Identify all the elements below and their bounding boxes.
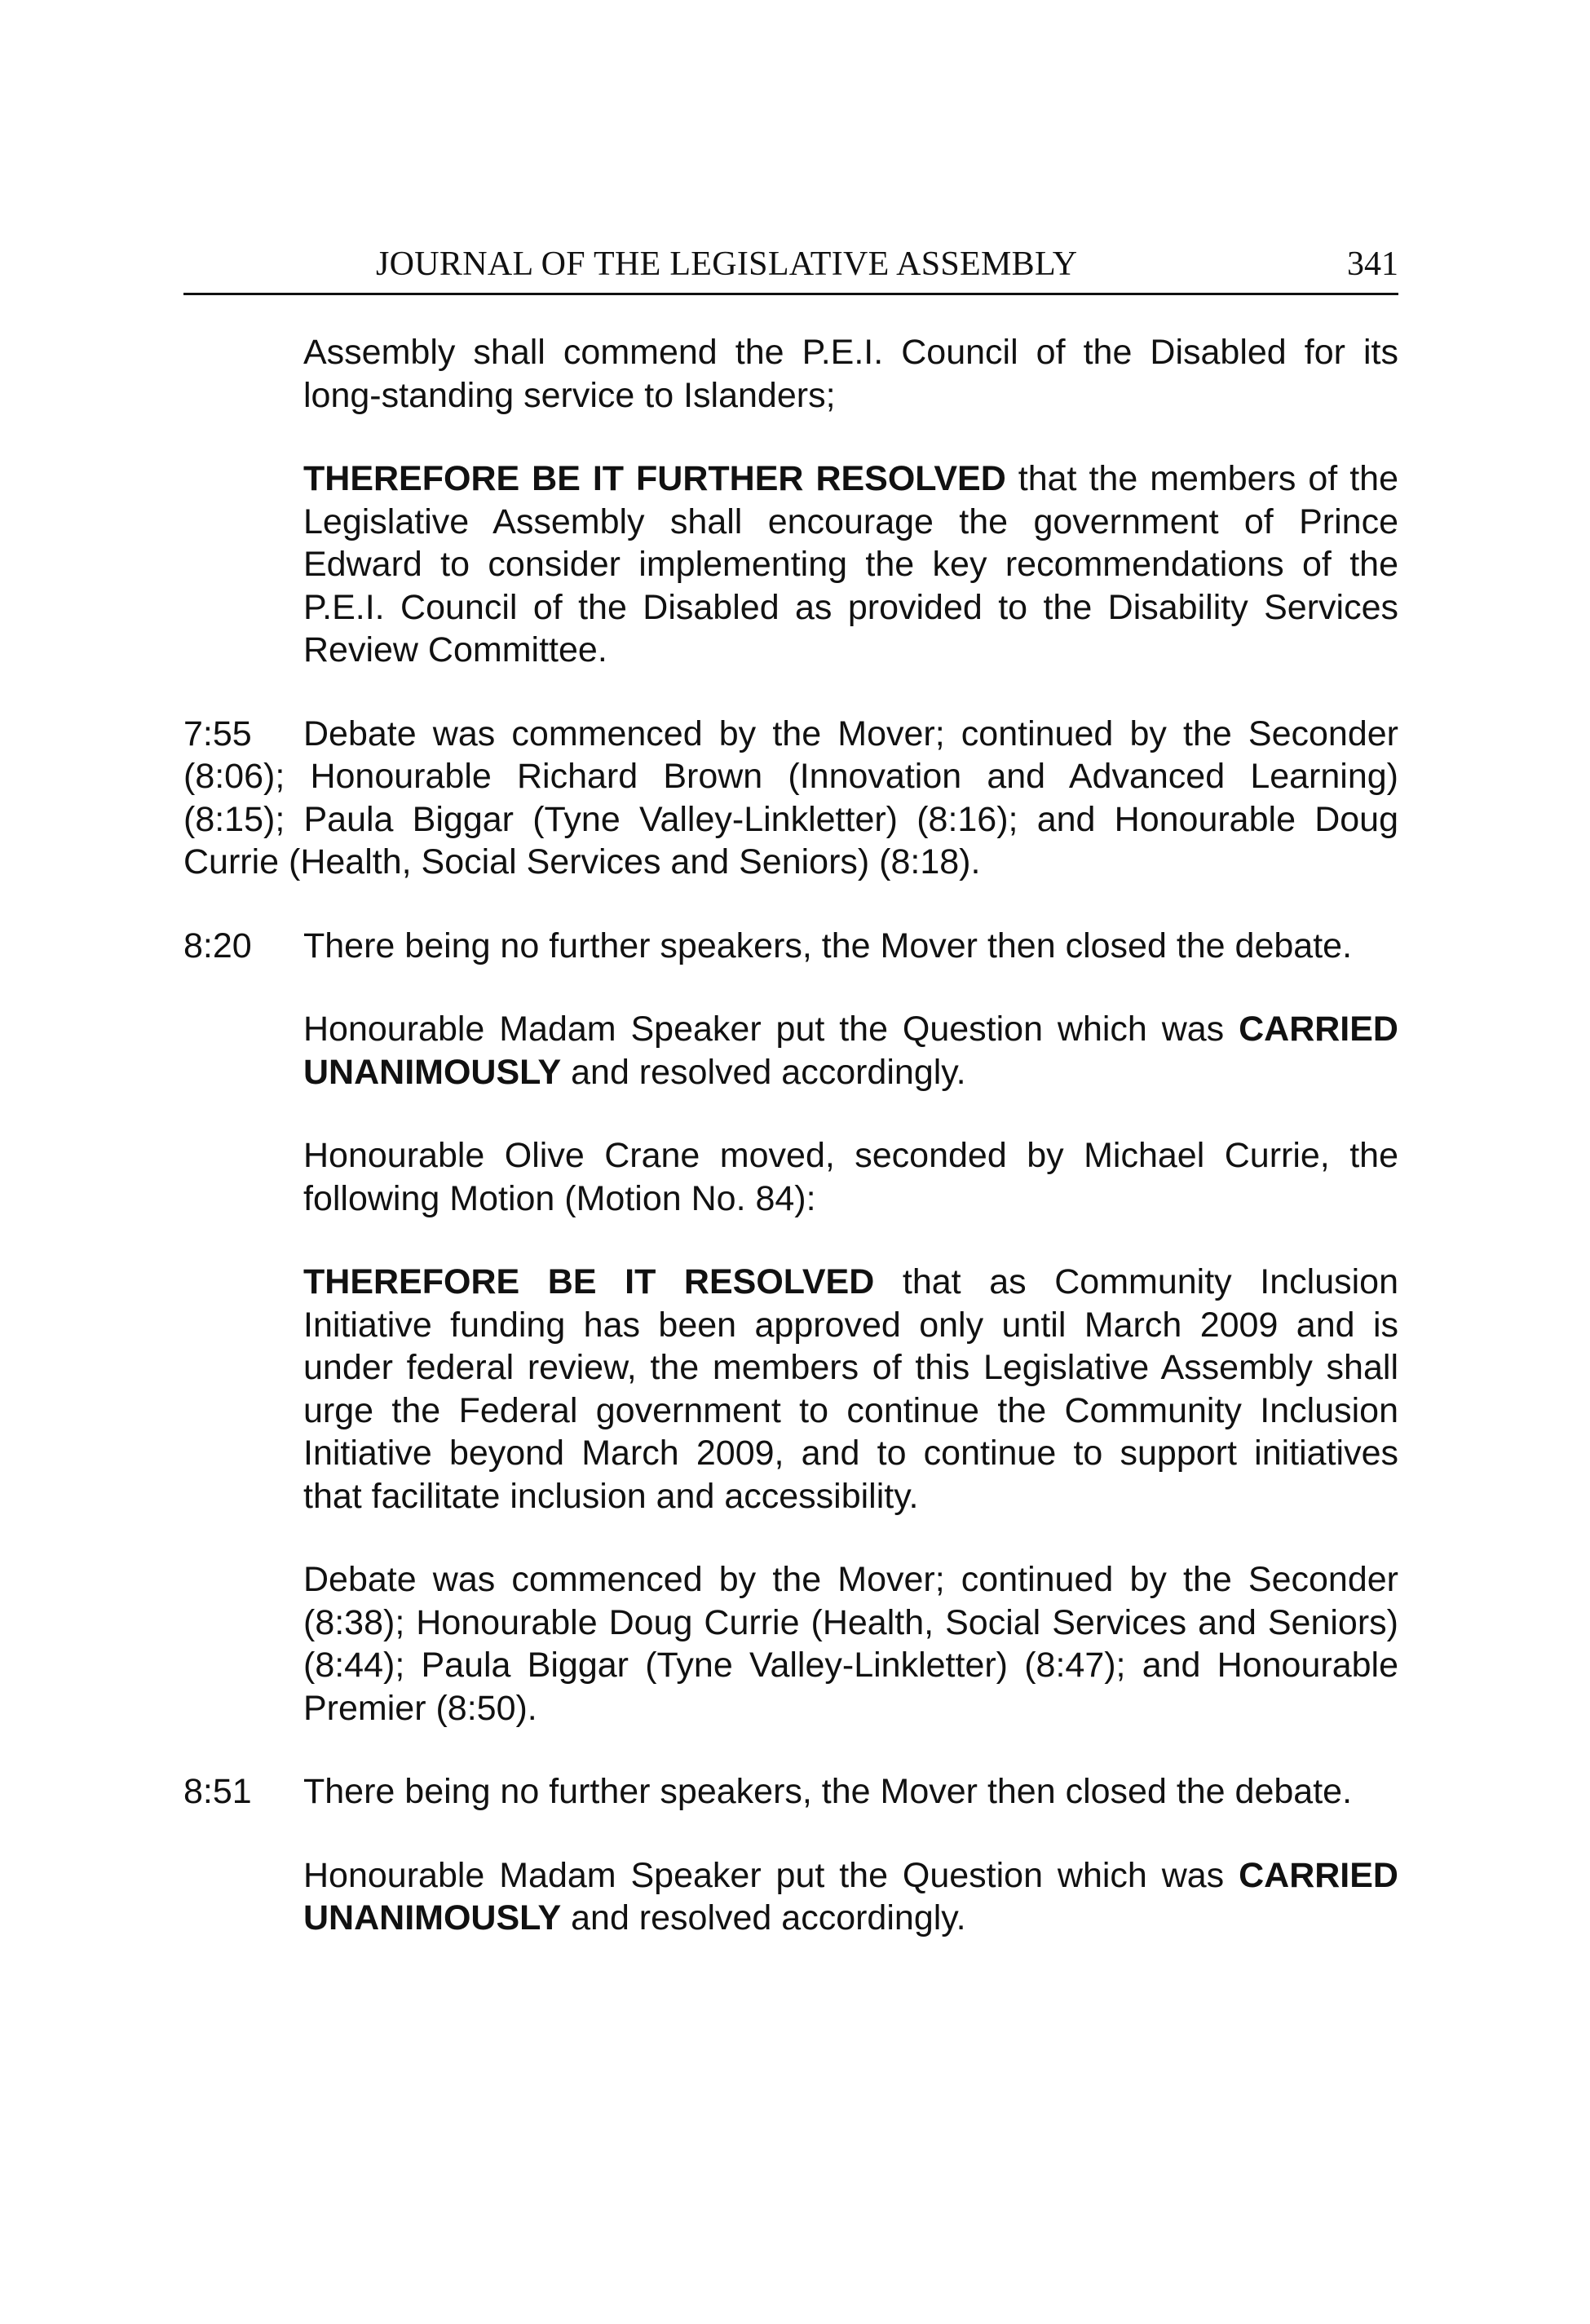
time-stamp: 8:51 — [183, 1772, 252, 1811]
time-stamp: 7:55 — [183, 714, 252, 753]
paragraph-text: Honourable Madam Speaker put the Question which was — [303, 1010, 1239, 1049]
paragraph-question-carried-first — [303, 1008, 1398, 1094]
time-stamp: 8:20 — [183, 926, 252, 965]
paragraph-text: Debate was commenced by the Mover; continued by the Seconder (8:06); Honourable Richard Brown (Innovation and Advanced Learning) (8:15); Paula Biggar (Tyne Valley-Linkletter) (8:16); and Honourable Doug Currie (Health, Social Services and Seniors) (8:18). — [183, 714, 1398, 881]
page-header — [183, 241, 1398, 295]
paragraph-debate-second-motion — [303, 1558, 1398, 1730]
page-number: 341 — [1347, 245, 1398, 283]
paragraph-text-after: and resolved accordingly. — [561, 1052, 966, 1092]
paragraph-text: that as Community Inclusion Initiative funding has been approved only until March 2009 and is under federal review, the members of this Legislative Assembly shall urge the Federal government to continue the Community Inclusion Initiative beyond March 2009, and to continue to support initiatives that facilitate inclusion and accessibility. — [303, 1262, 1398, 1516]
paragraph-debate-first-motion — [183, 713, 1398, 884]
journal-title: JOURNAL OF THE LEGISLATIVE ASSEMBLY — [376, 245, 1078, 283]
resolution-heading: THEREFORE BE IT FURTHER RESOLVED — [303, 459, 1006, 498]
paragraph-motion-84-introduced — [303, 1134, 1398, 1220]
paragraph-question-carried-second — [303, 1854, 1398, 1940]
paragraph-text: Debate was commenced by the Mover; continued by the Seconder (8:38); Honourable Doug Currie (Health, Social Services and Seniors) (8:44); Paula Biggar (Tyne Valley-Linkletter) (8:47); and Honourable Premier (8:50). — [303, 1560, 1398, 1728]
paragraph-text: There being no further speakers, the Mover then closed the debate. — [303, 926, 1353, 965]
paragraph-debate-closed-second — [183, 1770, 1398, 1814]
paragraph-text: Assembly shall commend the P.E.I. Council of the Disabled for its long-standing service to Islanders; — [303, 333, 1398, 415]
resolution-heading: THEREFORE BE IT RESOLVED — [303, 1262, 875, 1301]
journal-body — [183, 331, 1398, 1981]
vote-result: CARRIED UNANIMOUSLY — [303, 1010, 1398, 1092]
paragraph-text: that the members of the Legislative Assembly shall encourage the government of Prince Edward to consider implementing the key recommendations of the P.E.I. Council of the Disabled as provided to the Disability Services Review Committee. — [303, 459, 1398, 669]
paragraph-resolved — [303, 1261, 1398, 1518]
paragraph-commendation — [303, 331, 1398, 417]
paragraph-text: Honourable Madam Speaker put the Question which was — [303, 1855, 1239, 1895]
paragraph-text: Honourable Olive Crane moved, seconded by Michael Currie, the following Motion (Motion No. 84): — [303, 1136, 1398, 1218]
paragraph-debate-closed-first — [183, 925, 1398, 968]
paragraph-text: There being no further speakers, the Mover then closed the debate. — [303, 1772, 1353, 1811]
vote-result: CARRIED UNANIMOUSLY — [303, 1855, 1398, 1937]
paragraph-further-resolved — [303, 457, 1398, 672]
paragraph-text-after: and resolved accordingly. — [561, 1898, 966, 1937]
